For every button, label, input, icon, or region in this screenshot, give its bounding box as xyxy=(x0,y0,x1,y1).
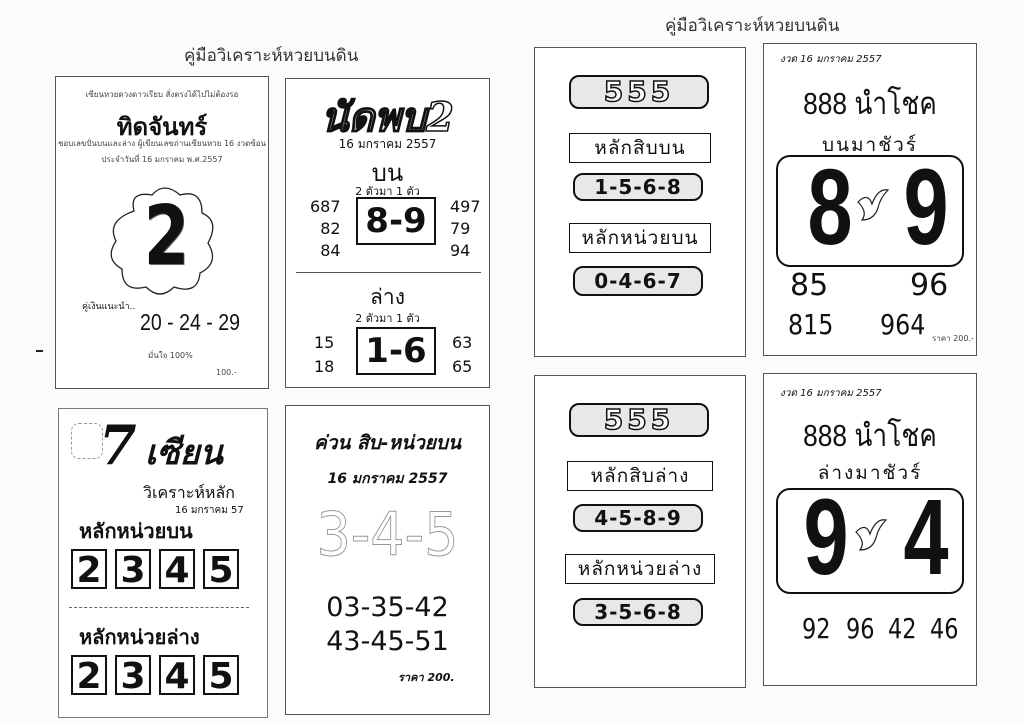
card7-title: 555 xyxy=(569,403,709,437)
card2-bot-right-1: 65 xyxy=(452,357,473,376)
card3-title: 555 xyxy=(569,75,709,109)
card6-date: 16 มกราคม 2557 xyxy=(327,471,448,487)
card8-subtitle: ล่างมาชัวร์ xyxy=(817,462,923,484)
card2-title: นัดพบ2 xyxy=(321,94,454,141)
card5-label1: หลักหน่วยบน xyxy=(79,519,193,543)
card4-period: งวด 16 มกราคม 2557 xyxy=(780,54,882,65)
card1-footer-right: 100.- xyxy=(216,368,237,377)
card8-row-0: 92 xyxy=(802,612,831,645)
card2-date: 16 มกราคม 2557 xyxy=(338,137,437,151)
card-888-top xyxy=(763,43,977,356)
card8-row-3: 46 xyxy=(930,612,959,645)
card8-row-1: 96 xyxy=(846,612,875,645)
card5-digit2-2: 4 xyxy=(159,655,195,695)
card3-label2: หลักหน่วยบน xyxy=(569,223,711,253)
card2-top-sub: 2 ตัวมา 1 ตัว xyxy=(355,185,420,198)
card3-label1: หลักสิบบน xyxy=(569,133,711,163)
card6-big: 3-4-5 xyxy=(316,500,459,570)
card2-top-left-0: 687 xyxy=(310,197,341,216)
card-555-top xyxy=(534,47,746,357)
card2-top-left-2: 84 xyxy=(320,241,341,260)
right-header: คู่มือวิเคราะห์หวยบนดิน xyxy=(665,16,840,36)
card4-subtitle: บนมาชัวร์ xyxy=(821,134,918,156)
card5-label2: หลักหน่วยล่าง xyxy=(79,625,200,649)
card5-digit1-2: 4 xyxy=(159,549,195,589)
card5-digit2-0: 2 xyxy=(71,655,107,695)
card5-sub: วิเคราะห์หลัก xyxy=(143,483,235,502)
dove-icon xyxy=(854,184,890,224)
card2-bot-left-1: 18 xyxy=(314,357,335,376)
card-7-sian xyxy=(58,408,268,718)
card2-top-left-1: 82 xyxy=(320,219,341,238)
card5-digit1-0: 2 xyxy=(71,549,107,589)
card7-value1: 4-5-8-9 xyxy=(573,504,703,532)
card3-value1: 1-5-6-8 xyxy=(573,173,703,201)
card8-row-2: 42 xyxy=(888,612,917,645)
card6-line1: 03-35-42 xyxy=(326,592,449,623)
card4-row2-left: 815 xyxy=(788,308,834,341)
card5-digit1-1: 3 xyxy=(115,549,151,589)
card5-digit2-3: 5 xyxy=(203,655,239,695)
card8-big-right: 4 xyxy=(903,476,949,597)
card2-bot-sub: 2 ตัวมา 1 ตัว xyxy=(355,312,420,325)
stray-mark xyxy=(36,350,43,352)
card4-big-right: 9 xyxy=(903,146,949,267)
card-duan xyxy=(285,405,490,715)
card5-title-text: เซียน xyxy=(145,433,223,473)
card2-bot-label: ล่าง xyxy=(370,285,405,309)
card2-bot-right-0: 63 xyxy=(452,333,473,352)
card6-title: ค่วน สิบ-หน่วยบน xyxy=(314,432,461,454)
card-nat-pop xyxy=(285,78,490,388)
card6-line2: 43-45-51 xyxy=(326,626,449,657)
card5-title-num: 7 xyxy=(99,413,137,477)
card8-period: งวด 16 มกราคม 2557 xyxy=(780,388,882,399)
card1-pairs-label: คู่เงินแนะนำ.. xyxy=(82,302,136,312)
card2-top-label: บน xyxy=(371,159,404,187)
card1-pairs: 20 - 24 - 29 xyxy=(140,309,240,335)
card4-row1-right: 96 xyxy=(910,268,949,303)
card2-top-main: 8-9 xyxy=(356,197,436,245)
card7-label2: หลักหน่วยล่าง xyxy=(565,554,715,584)
card2-bot-left-0: 15 xyxy=(314,333,335,352)
card4-row1-left: 85 xyxy=(790,268,829,303)
card-555-bottom xyxy=(534,375,746,688)
card4-big-left: 8 xyxy=(807,146,853,267)
card2-top-right-0: 497 xyxy=(450,197,481,216)
card6-price: ราคา 200. xyxy=(398,671,455,684)
left-header: คู่มือวิเคราะห์หวยบนดิน xyxy=(184,46,359,66)
card2-bot-main: 1-6 xyxy=(356,327,436,375)
card5-digit1-3: 5 xyxy=(203,549,239,589)
card1-line1: เซียนหวยดวงดาวเรียบ สั่งตรงได้ไปไม่ต้องรอ xyxy=(85,90,239,99)
card5-divider xyxy=(69,607,249,608)
card1-line2: ชอบเลขปั่นบนและล่าง ผู้เขียนเลขถ่านเซียนหวย 16 งวดซ้อน xyxy=(57,139,266,148)
card8-big-left: 9 xyxy=(803,476,849,597)
dove-icon xyxy=(852,514,888,554)
card4-title: 888 นำโชค xyxy=(803,86,937,121)
card7-value2: 3-5-6-8 xyxy=(573,598,703,626)
card4-row2-right: 964 xyxy=(880,308,926,341)
card7-label1: หลักสิบล่าง xyxy=(567,461,713,491)
card2-top-right-2: 94 xyxy=(450,241,471,260)
card1-footer-left: มั่นใจ 100% xyxy=(148,351,193,360)
card1-line3: ประจำวันที่ 16 มกราคม พ.ศ.2557 xyxy=(101,155,223,164)
card5-digit2-1: 3 xyxy=(115,655,151,695)
card1-big-number: 2 xyxy=(143,189,190,284)
card1-title: ทิดจันทร์ xyxy=(116,112,208,141)
card-888-bottom xyxy=(763,373,977,686)
card4-price: ราคา 200.- xyxy=(932,334,974,343)
card8-title: 888 นำโชค xyxy=(803,418,937,453)
card2-divider xyxy=(296,272,481,273)
card2-top-right-1: 79 xyxy=(450,219,471,238)
card-tid-chan xyxy=(55,76,269,389)
card3-value2: 0-4-6-7 xyxy=(573,266,703,296)
card5-date: 16 มกราคม 57 xyxy=(175,505,244,516)
